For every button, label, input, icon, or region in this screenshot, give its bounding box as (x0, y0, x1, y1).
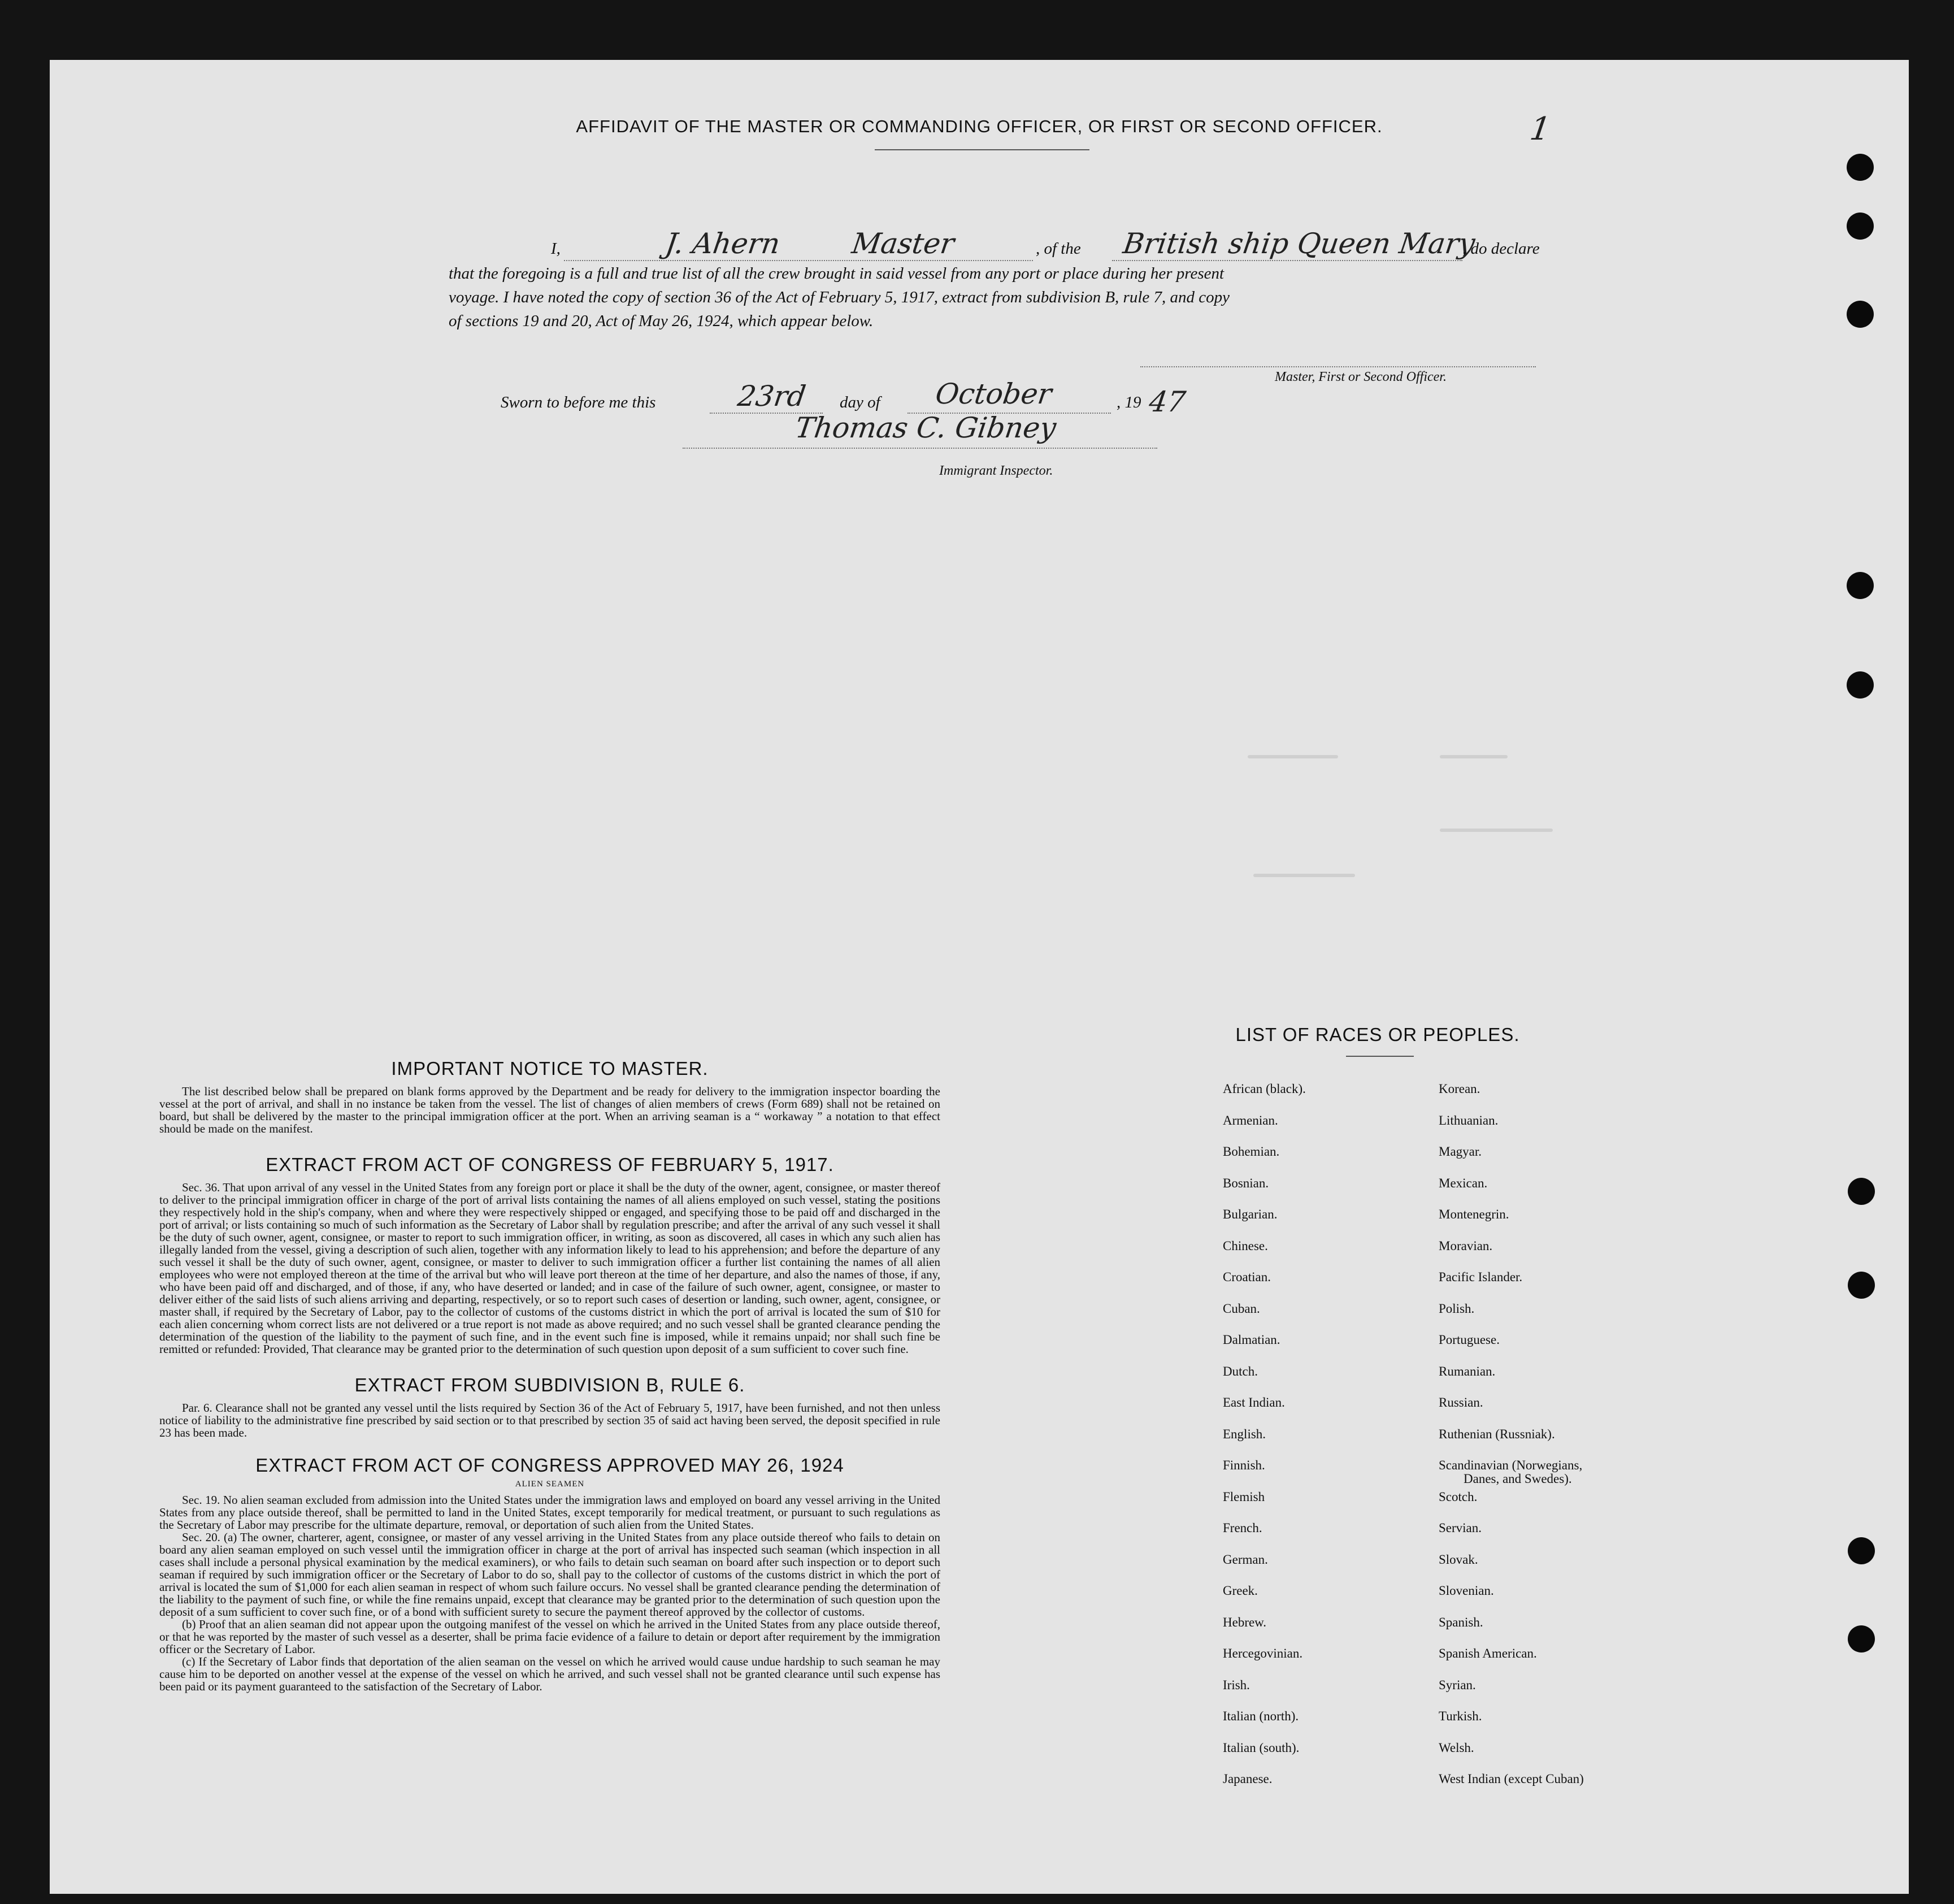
race-item: Armenian. (1223, 1113, 1278, 1127)
punch-hole (1847, 212, 1874, 240)
title-underline (875, 149, 1089, 150)
race-item: Magyar. (1439, 1144, 1482, 1159)
notices-column (159, 1058, 940, 1693)
name-blank (564, 260, 1033, 261)
race-item: Montenegrin. (1439, 1207, 1509, 1221)
race-item: Finnish. (1223, 1458, 1265, 1472)
race-item: Moravian. (1439, 1239, 1493, 1253)
rank-handwritten: Master (849, 227, 957, 260)
race-item: Polish. (1439, 1302, 1475, 1316)
punch-hole (1847, 301, 1874, 328)
punch-hole (1848, 1272, 1875, 1299)
race-item: Rumanian. (1439, 1364, 1496, 1378)
race-item: Hebrew. (1223, 1615, 1267, 1629)
race-item: Greek. (1223, 1584, 1258, 1598)
race-item: West Indian (except Cuban) (1439, 1772, 1584, 1786)
sworn-day-handwritten: 23rd (735, 380, 808, 413)
race-item: Spanish. (1439, 1615, 1483, 1629)
race-item: Russian. (1439, 1395, 1483, 1409)
punch-hole (1848, 1178, 1875, 1205)
officer-signature-line (1140, 366, 1536, 367)
race-item: Flemish (1223, 1490, 1265, 1504)
race-item: Pacific Islander. (1439, 1270, 1523, 1284)
affidavit-line-1 (502, 227, 1558, 264)
show-through-mark (1440, 755, 1508, 758)
notice-text: The list described below shall be prepared on blank forms approved by the Department and be ready for delivery to the immigration inspector boarding the vessel at the port of arrival, and shall in no instance be taken from the vessel. The list of changes of alien members of crews (Form 689) shall not be retained on board, but shall be delivered by the master to the principal immigration officer at the port. When an arriving seaman is a “ workaway ” a notation to that effect should be made on the manifest. (159, 1085, 940, 1135)
sworn-label: Sworn to before me this (501, 393, 656, 411)
races-right-column (1439, 1082, 1642, 1811)
document-sheet (50, 60, 1909, 1894)
year-handwritten: 47 (1147, 385, 1188, 418)
sec-19-text: Sec. 19. No alien seaman excluded from admission into the United States under the immigration laws and employed on board any vessel arriving in the United States from any place outside thereof, shall be permitted to land in the United States, except temporarily for medical treatment, or pursuant to such regulations as the Secretary of Labor may prescribe for the ultimate departure, removal, or deportation of such alien from the United States. (159, 1493, 940, 1532)
page-number-mark: 1 (1527, 111, 1553, 148)
race-item: Lithuanian. (1439, 1113, 1499, 1127)
inspector-caption: Immigrant Inspector. (939, 463, 1053, 478)
year-prefix: , 19 (1117, 393, 1141, 411)
extract-1917-title: EXTRACT FROM ACT OF CONGRESS OF FEBRUARY 5, 1917. (266, 1154, 834, 1175)
extract-1917-text: Sec. 36. That upon arrival of any vessel in the United States from any foreign port or place it shall be the duty of the owner, agent, consignee, or master thereof to deliver to the principal immigration officer in charge of the port of arrival lists containing the names of all aliens employed on such vessel, stating the positions they respectively hold in the ship's company, when and where they were respectively shipped or engaged, and specifying those to be paid off and discharged in the port of arrival; or lists containing so much of such information as the Secretary of Labor shall by regulation prescribe; and after the arrival of any such vessel it shall be the duty of such owner, agent, consignee, or master to report to such immigration officer, in writing, as soon as discovered, all cases in which any such alien has illegally landed from the vessel, giving a description of such alien, together with any information likely to lead to his apprehension; and before the departure of any such vessel it shall be the duty of such owner, agent, consignee, or master to deliver to such immigration officer a further list containing the names of all alien employees who were not employed thereon at the time of the arrival but who will leave port thereon at the time of her departure, and also the names of those, if any, who have been paid off and discharged, and of those, if any, who have deserted or landed; and in case of the failure of such owner, agent, consignee, or master to deliver either of the said lists of such aliens arriving and departing, respectively, or so to report such cases of desertion or landing, such owner, agent, consignee, or master shall, if required by the Secretary of Labor, pay to the collector of customs of the customs district in which the port of arrival is located the sum of $10 for each alien concerning whom correct lists are not delivered or a true report is not made as above required; and no such vessel shall be granted clearance pending the determination of the question of the liability to the payment of such fine, and in the event such fine is imposed, while it remains unpaid; nor shall such fine be remitted or refunded: Provided, That clearance may be granted prior to the determination of such question upon deposit of a sum sufficient to cover such fine. (159, 1181, 940, 1356)
punch-hole (1847, 572, 1874, 599)
race-item: Cuban. (1223, 1302, 1260, 1316)
show-through-mark (1253, 874, 1355, 877)
race-item: Japanese. (1223, 1772, 1273, 1786)
race-item: English. (1223, 1427, 1266, 1441)
race-item: Slovenian. (1439, 1584, 1494, 1598)
officer-caption: Master, First or Second Officer. (1275, 370, 1447, 384)
sworn-month-handwritten: October (933, 378, 1054, 410)
race-item: Dutch. (1223, 1364, 1258, 1378)
race-item: Korean. (1439, 1082, 1480, 1096)
race-item: Scandinavian (Norwegians, (1439, 1458, 1583, 1472)
races-title-underline (1346, 1056, 1414, 1057)
races-left-column (1223, 1082, 1415, 1811)
sec-20a-text: Sec. 20. (a) The owner, charterer, agent, consignee, or master of any vessel arriving in the United States from any place outside thereof who fails to detain on board any alien seaman employed on such vessel until the immigration officer in charge at the port of arrival has inspected such seaman (which inspection in all cases shall include a personal physical examination by the medical examiners), or who fails to detain such seaman on board after such inspection or to deport such seaman if required by such immigration officer or the Secretary of Labor to do so, shall pay to the collector of customs of the customs district in which the port of arrival is located the sum of $1,000 for each alien seaman in respect of whom such failure occurs. No vessel shall be granted clearance pending the determination of the liability to the payment of such fine, or while the fine remains unpaid, except that clearance may be granted prior to the determination of such question upon the deposit of a sum sufficient to cover such fine, or of a bond with sufficient surety to secure the payment thereof approved by the collector of customs. (159, 1530, 940, 1619)
race-item: African (black). (1223, 1082, 1306, 1096)
i-label: I, (551, 240, 561, 258)
race-item: French. (1223, 1521, 1262, 1535)
sec-20c-text: (c) If the Secretary of Labor finds that deportation of the alien seaman on the vessel on which he arrived would cause undue hardship to such seaman he may cause him to be deported on another vessel at the expense of the vessel on which he arrived, and such vessel shall not be granted clearance until such expense has been paid or its payment guaranteed to the satisfaction of the Secretary of Labor. (159, 1655, 940, 1693)
affidavit-title: AFFIDAVIT OF THE MASTER OR COMMANDING OFFICER, OR FIRST OR SECOND OFFICER. (576, 116, 1383, 136)
race-item: Bulgarian. (1223, 1207, 1278, 1221)
notice-title: IMPORTANT NOTICE TO MASTER. (391, 1058, 709, 1079)
punch-hole (1847, 671, 1874, 699)
race-item: Italian (north). (1223, 1709, 1299, 1723)
inspector-signature-line (683, 448, 1157, 449)
race-item: Bohemian. (1223, 1144, 1280, 1159)
declare-label: , do declare (1462, 240, 1540, 258)
race-item: Italian (south). (1223, 1741, 1300, 1755)
race-item: Hercegovinian. (1223, 1646, 1303, 1660)
rule-6-text: Par. 6. Clearance shall not be granted any vessel until the lists required by Section 36 of the Act of February 5, 1917, have been furnished, and not then unless notice of liability to the administrative fine prescribed by said section or to that prescribed by section 35 of said act having been served, the deposit specified in rule 23 has been made. (159, 1401, 940, 1439)
race-item: Slovak. (1439, 1552, 1478, 1567)
master-name-handwritten: J. Ahern (663, 227, 783, 260)
race-item: Portuguese. (1439, 1333, 1500, 1347)
race-item: Servian. (1439, 1521, 1482, 1535)
race-item: Mexican. (1439, 1176, 1488, 1190)
race-item: Irish. (1223, 1678, 1250, 1692)
punch-hole (1847, 154, 1874, 181)
extract-1924-title: EXTRACT FROM ACT OF CONGRESS APPROVED MAY 26, 1924 (255, 1455, 844, 1476)
race-item: Spanish American. (1439, 1646, 1537, 1660)
day-of-label: day of (840, 393, 880, 411)
punch-hole (1848, 1625, 1875, 1653)
race-item: Bosnian. (1223, 1176, 1269, 1190)
races-title: LIST OF RACES OR PEOPLES. (1235, 1024, 1520, 1045)
affidavit-line-3: voyage. I have noted the copy of section 36 of the Act of February 5, 1917, extract from subdivision B, rule 7, and copy (449, 288, 1230, 306)
rule-6-title: EXTRACT FROM SUBDIVISION B, RULE 6. (354, 1374, 745, 1395)
ship-blank (1112, 260, 1462, 261)
inspector-signature: Thomas C. Gibney (793, 411, 1058, 444)
race-item: Ruthenian (Russniak). (1439, 1427, 1555, 1441)
of-the-label: , of the (1036, 240, 1081, 258)
race-item: East Indian. (1223, 1395, 1285, 1409)
race-item: Welsh. (1439, 1741, 1474, 1755)
ship-handwritten: British ship Queen Mary (1121, 227, 1477, 260)
race-item: German. (1223, 1552, 1268, 1567)
race-item: Syrian. (1439, 1678, 1476, 1692)
show-through-mark (1248, 755, 1338, 758)
show-through-mark (1440, 829, 1553, 832)
affidavit-line-4: of sections 19 and 20, Act of May 26, 1924, which appear below. (449, 312, 874, 330)
punch-hole (1848, 1537, 1875, 1564)
race-item: Chinese. (1223, 1239, 1268, 1253)
race-item: Croatian. (1223, 1270, 1271, 1284)
race-item: Scotch. (1439, 1490, 1478, 1504)
sec-20b-text: (b) Proof that an alien seaman did not appear upon the outgoing manifest of the vessel on which he arrived in the United States from any place outside thereof, or that he was reported by the master of such vessel as a deserter, shall be prima facie evidence of a failure to detain or deport after requirement by the immigration officer or the Secretary of Labor. (159, 1617, 940, 1656)
race-item: Dalmatian. (1223, 1333, 1280, 1347)
race-item-continuation: Danes, and Swedes). (1464, 1472, 1572, 1486)
race-item: Turkish. (1439, 1709, 1482, 1723)
affidavit-line-2: that the foregoing is a full and true list of all the crew brought in said vessel from any port or place during her present (449, 264, 1224, 283)
extract-1924-subtitle: ALIEN SEAMEN (515, 1480, 585, 1489)
